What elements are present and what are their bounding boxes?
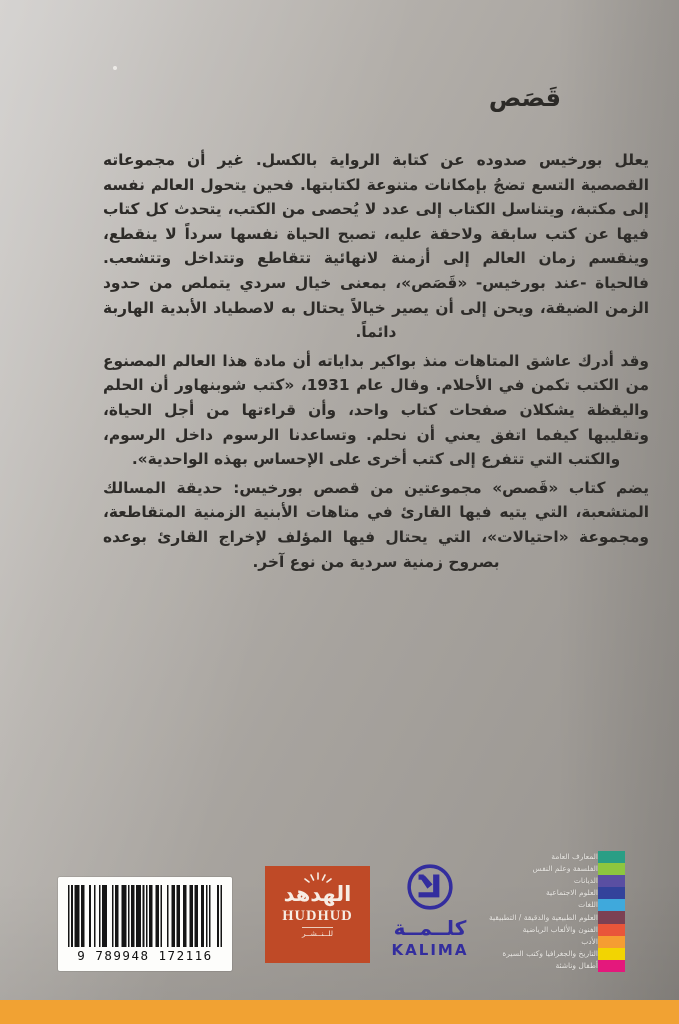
category-label: الفنون والألعاب الرياضية — [522, 924, 598, 934]
hudhud-latin-wordmark: HUDHUD — [282, 908, 353, 924]
category-row — [484, 875, 625, 887]
category-row — [484, 948, 625, 960]
isbn-number: 9 789948 172116 — [77, 948, 213, 963]
kalima-latin-wordmark: KALIMA — [391, 941, 469, 959]
category-row — [484, 960, 625, 972]
category-label: المعارف العامة — [551, 852, 598, 862]
category-swatch — [598, 851, 625, 863]
category-swatch — [598, 863, 625, 875]
category-row — [484, 887, 625, 899]
category-row — [484, 911, 625, 923]
isbn-barcode — [58, 877, 232, 971]
category-swatch — [598, 936, 625, 948]
category-label: العلوم الطبيعية والدقيقة / التطبيقية — [489, 912, 598, 922]
category-color-key — [484, 851, 625, 972]
hudhud-subtext: للــنــشــر — [301, 929, 334, 938]
category-label: التاريخ والجغرافيا وكتب السيرة — [502, 948, 598, 958]
category-swatch — [598, 887, 625, 899]
category-swatch — [598, 960, 625, 972]
category-label: الديانات — [573, 876, 598, 886]
category-row — [484, 924, 625, 936]
book-title: قَصَص — [488, 84, 561, 112]
category-row — [484, 936, 625, 948]
category-label: أطفال وناشئة — [555, 960, 598, 970]
barcode-bars-icon — [68, 885, 222, 947]
category-row — [484, 851, 625, 863]
scan-speck — [113, 66, 117, 70]
category-swatch — [598, 948, 625, 960]
hudhud-arabic-wordmark: الهدهد — [283, 882, 352, 906]
hudhud-publisher-logo — [265, 866, 370, 963]
category-row — [484, 899, 625, 911]
bottom-orange-strip — [0, 1000, 679, 1024]
category-label: الأدب — [581, 936, 598, 946]
category-label: العلوم الاجتماعية — [545, 888, 598, 898]
kalima-publisher-logo — [383, 862, 477, 970]
category-swatch — [598, 924, 625, 936]
kalima-mark-icon — [405, 862, 455, 912]
category-swatch — [598, 899, 625, 911]
back-cover-blurb — [103, 148, 649, 578]
blurb-paragraph-1: يعلل بورخيس صدوده عن كتابة الرواية بالكسل. غير أن مجموعاته القصصية التسع تضجُ بإمكانات متنوعة لكتابتها. فحين يتحول العالم نفسه إلى مكتبة، ويتناسل الكتاب إلى عدد لا يُحصى من الكتب، يتحدث كل كتاب فيها عن كتب سابقة ولاحقة عليه، تصبح الحياة نفسها سرداً لا ينقطع، وينقسم زمان العالم إلى أزمنة لانهائية تتقاطع وتتداخل وتتشعب. فالحياة -عند بورخيس- «قَصَص»، بمعنى خيال سردي يتملص من حدود الزمن الضيقة، ويحن إلى أن يصير خيالاً يحتال به لاصطياد الأبدية الهاربة دائماً. — [103, 151, 649, 342]
category-label: اللغات — [578, 900, 598, 910]
kalima-arabic-wordmark: كلــمــة — [393, 916, 467, 940]
category-row — [484, 863, 625, 875]
category-label: الفلسفة وعلم النفس — [532, 864, 598, 874]
category-swatch — [598, 875, 625, 887]
category-swatch — [598, 911, 625, 923]
blurb-paragraph-2: وقد أدرك عاشق المتاهات منذ بواكير بداياته أن مادة هذا العالم المصنوع من الكتب تكمن في الأحلام. وقال عام 1931، «كتب شوبنهاور أن الحلم واليقظة يشكلان صفحات كتاب واحد، وأن قراءتها من أجل الحياة، وتقليبها كيفما اتفق يعني أن نحلم. وتساعدنا الرسوم داخل الرسوم، والكتب التي تتفرع إلى كتب أخرى على الإحساس بهذه الواحدية». — [103, 351, 649, 469]
blurb-paragraph-3: يضم كتاب «قَصص» مجموعتين من قصص بورخيس: حديقة المسالك المتشعبة، التي يتيه فيها القارئ في متاهات الأبنية الزمنية المتقاطعة، ومجموعة «احتيالات»، التي يحتال فيها المؤلف لإخراج القارئ بوعده بصروح زمنية سردية من نوع آخر. — [103, 478, 649, 571]
